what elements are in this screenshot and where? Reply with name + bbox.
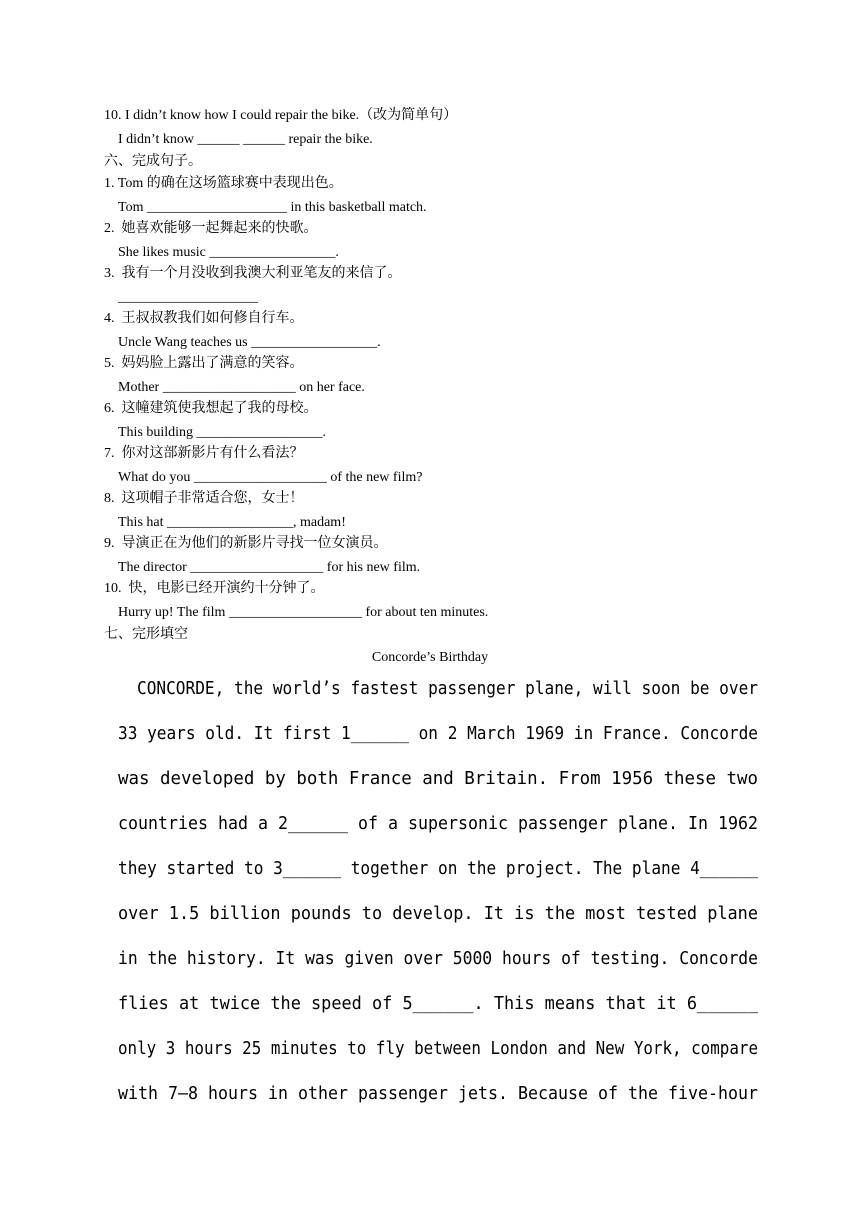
section-6-heading: 六、完成句子。 — [104, 154, 202, 169]
section-6-item-10-en: Hurry up! The film ___________________ for about ten minutes. — [118, 605, 489, 620]
passage-line-9: only 3 hours 25 minutes to fly between London and New York, compare — [118, 1039, 758, 1059]
section-6-item-7-cn: 7. 你对这部新影片有什么看法？ — [104, 446, 304, 461]
passage-line-3: was developed by both France and Britain. From 1956 these two — [118, 769, 758, 789]
section-6-item-7-en: What do you ___________________ of the new film? — [118, 470, 423, 485]
section-6-item-5-en: Mother ___________________ on her face. — [118, 380, 365, 395]
question-10-answer-line: I didn’t know ______ ______ repair the bike. — [118, 132, 373, 147]
section-6-item-9-en: The director ___________________ for his new film. — [118, 560, 421, 575]
section-6-item-8-en: This hat __________________, madam! — [118, 515, 346, 530]
question-10: 10. I didn’t know how I could repair the bike.（改为简单句） — [104, 108, 458, 123]
passage-line-1: CONCORDE, the world’s fastest passenger plane, will soon be over — [137, 679, 758, 699]
section-6-item-6-cn: 6. 这幢建筑使我想起了我的母校。 — [104, 401, 318, 416]
section-6-item-4-cn: 4. 王叔叔教我们如何修自行车。 — [104, 311, 304, 326]
section-6-item-3-cn: 3. 我有一个月没收到我澳大利亚笔友的来信了。 — [104, 266, 402, 281]
passage-line-8: flies at twice the speed of 5______. This means that it 6______ — [118, 994, 758, 1014]
section-7-heading: 七、完形填空 — [104, 627, 188, 642]
section-6-item-5-cn: 5. 妈妈脸上露出了满意的笑容。 — [104, 356, 304, 371]
section-6-item-1-en: Tom ____________________ in this basketball match. — [118, 200, 427, 215]
passage-line-7: in the history. It was given over 5000 hours of testing. Concorde — [118, 949, 758, 969]
passage-line-5: they started to 3______ together on the project. The plane 4______ — [118, 859, 758, 879]
section-6-item-2-en: She likes music __________________. — [118, 245, 339, 260]
passage-line-2: 33 years old. It first 1______ on 2 March 1969 in France. Concorde — [118, 724, 758, 744]
section-6-item-3-en: ____________________ — [118, 290, 258, 305]
passage-title: Concorde’s Birthday — [371, 650, 489, 665]
section-6-item-4-en: Uncle Wang teaches us __________________. — [118, 335, 381, 350]
section-6-item-8-cn: 8. 这项帽子非常适合您，女士！ — [104, 491, 304, 506]
section-6-item-9-cn: 9. 导演正在为他们的新影片寻找一位女演员。 — [104, 536, 388, 551]
passage-line-10: with 7—8 hours in other passenger jets. Because of the five-hour — [118, 1084, 758, 1104]
section-6-item-10-cn: 10. 快，电影已经开演约十分钟了。 — [104, 581, 325, 596]
section-6-item-1-cn: 1. Tom 的确在这场篮球赛中表现出色。 — [104, 176, 343, 191]
section-6-item-6-en: This building __________________. — [118, 425, 327, 440]
passage-line-6: over 1.5 billion pounds to develop. It is the most tested plane — [118, 904, 758, 924]
section-6-item-2-cn: 2. 她喜欢能够一起舞起来的快歌。 — [104, 221, 318, 236]
passage-line-4: countries had a 2______ of a supersonic passenger plane. In 1962 — [118, 814, 758, 834]
